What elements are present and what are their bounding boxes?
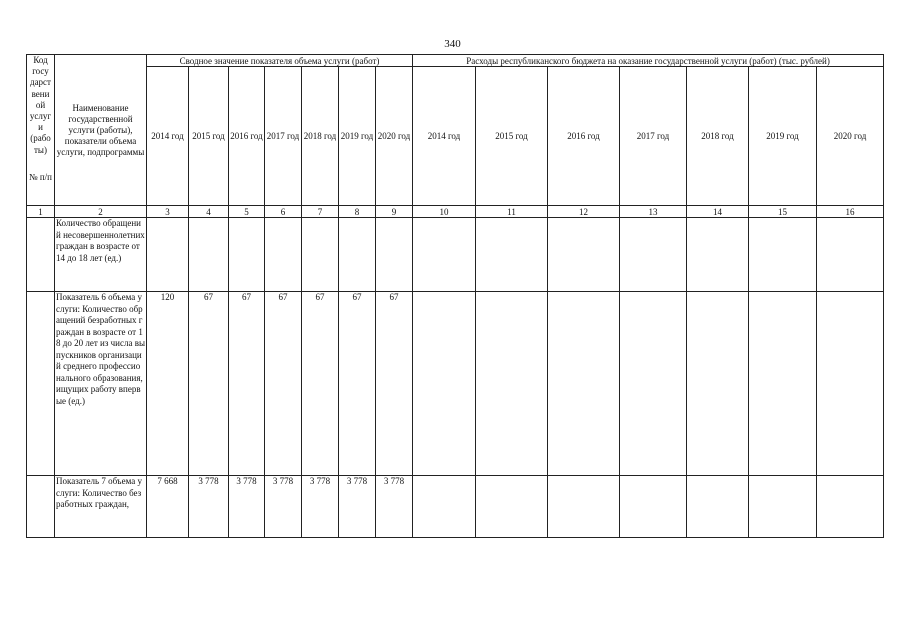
header-volume-group: Сводное значение показателя объема услуги (работ)	[147, 55, 413, 67]
header-budget-year: 2014 год	[413, 67, 476, 206]
column-number: 2	[55, 206, 147, 218]
header-volume-year: 2019 год	[339, 67, 376, 206]
column-number-row	[27, 206, 884, 218]
header-budget-group: Расходы республиканского бюджета на оказание государственной услуги (работ) (тыс. рублей)	[413, 55, 884, 67]
volume-cell: 67	[302, 292, 339, 476]
row-indicator-name: Показатель 6 объема услуги: Количество обращений безработных граждан в возрасте от 18 до 20 лет из числа выпускников организаций среднего профессионального образования, ищущих работу впервые (ед.)	[55, 292, 147, 476]
volume-cell: 3 778	[376, 476, 413, 538]
column-number: 8	[339, 206, 376, 218]
budget-cell	[749, 476, 817, 538]
header-budget-year: 2015 год	[476, 67, 548, 206]
column-number: 9	[376, 206, 413, 218]
volume-cell: 3 778	[339, 476, 376, 538]
volume-cell: 67	[189, 292, 229, 476]
header-budget-year: 2018 год	[687, 67, 749, 206]
column-number: 12	[548, 206, 620, 218]
budget-cell	[620, 292, 687, 476]
row-code	[27, 218, 55, 292]
services-table	[26, 54, 884, 538]
header-volume-year: 2017 год	[265, 67, 302, 206]
budget-cell	[817, 292, 884, 476]
budget-cell	[476, 292, 548, 476]
column-number: 1	[27, 206, 55, 218]
header-volume-year: 2016 год	[229, 67, 265, 206]
volume-cell: 3 778	[189, 476, 229, 538]
column-number: 3	[147, 206, 189, 218]
volume-cell	[376, 218, 413, 292]
header-code-number-label: № п/п	[29, 171, 52, 182]
budget-cell	[817, 476, 884, 538]
column-number: 15	[749, 206, 817, 218]
budget-cell	[548, 218, 620, 292]
row-indicator-name: Количество обращений несовершеннолетних граждан в возрасте от 14 до 18 лет (ед.)	[55, 218, 147, 292]
volume-cell	[339, 218, 376, 292]
header-budget-year: 2019 год	[749, 67, 817, 206]
header-volume-year: 2015 год	[189, 67, 229, 206]
volume-cell: 67	[376, 292, 413, 476]
header-code-label: Код госу дарст вени ой услуг и (рабо ты)	[29, 55, 52, 155]
column-number: 7	[302, 206, 339, 218]
budget-cell	[476, 476, 548, 538]
budget-cell	[749, 218, 817, 292]
volume-cell: 120	[147, 292, 189, 476]
column-number: 11	[476, 206, 548, 218]
budget-cell	[548, 476, 620, 538]
header-volume-year: 2020 год	[376, 67, 413, 206]
budget-cell	[687, 218, 749, 292]
header-budget-year: 2020 год	[817, 67, 884, 206]
budget-cell	[413, 218, 476, 292]
volume-cell	[265, 218, 302, 292]
budget-cell	[413, 292, 476, 476]
budget-cell	[476, 218, 548, 292]
header-volume-year: 2018 год	[302, 67, 339, 206]
volume-cell: 67	[339, 292, 376, 476]
budget-cell	[817, 218, 884, 292]
column-number: 16	[817, 206, 884, 218]
budget-cell	[548, 292, 620, 476]
volume-cell: 3 778	[302, 476, 339, 538]
header-volume-year: 2014 год	[147, 67, 189, 206]
budget-cell	[620, 218, 687, 292]
column-number: 14	[687, 206, 749, 218]
row-code	[27, 476, 55, 538]
table-row	[27, 218, 884, 292]
volume-cell: 67	[265, 292, 302, 476]
column-number: 6	[265, 206, 302, 218]
page-number: 340	[444, 38, 461, 50]
budget-cell	[413, 476, 476, 538]
table-row	[27, 476, 884, 538]
volume-cell: 67	[229, 292, 265, 476]
table-row	[27, 292, 884, 476]
column-number: 4	[189, 206, 229, 218]
row-indicator-name: Показатель 7 объема услуги: Количество безработных граждан,	[55, 476, 147, 538]
volume-cell: 3 778	[229, 476, 265, 538]
column-number: 13	[620, 206, 687, 218]
budget-cell	[620, 476, 687, 538]
header-code	[27, 55, 55, 206]
header-budget-year: 2017 год	[620, 67, 687, 206]
budget-cell	[687, 476, 749, 538]
header-budget-year: 2016 год	[548, 67, 620, 206]
column-number: 5	[229, 206, 265, 218]
header-service-name: Наименование государственной услуги (работы), показатели объема услуги, подпрограммы	[55, 55, 147, 206]
volume-cell: 7 668	[147, 476, 189, 538]
volume-cell	[147, 218, 189, 292]
row-code	[27, 292, 55, 476]
volume-cell	[229, 218, 265, 292]
budget-cell	[687, 292, 749, 476]
volume-cell	[302, 218, 339, 292]
volume-cell	[189, 218, 229, 292]
volume-cell: 3 778	[265, 476, 302, 538]
column-number: 10	[413, 206, 476, 218]
budget-cell	[749, 292, 817, 476]
